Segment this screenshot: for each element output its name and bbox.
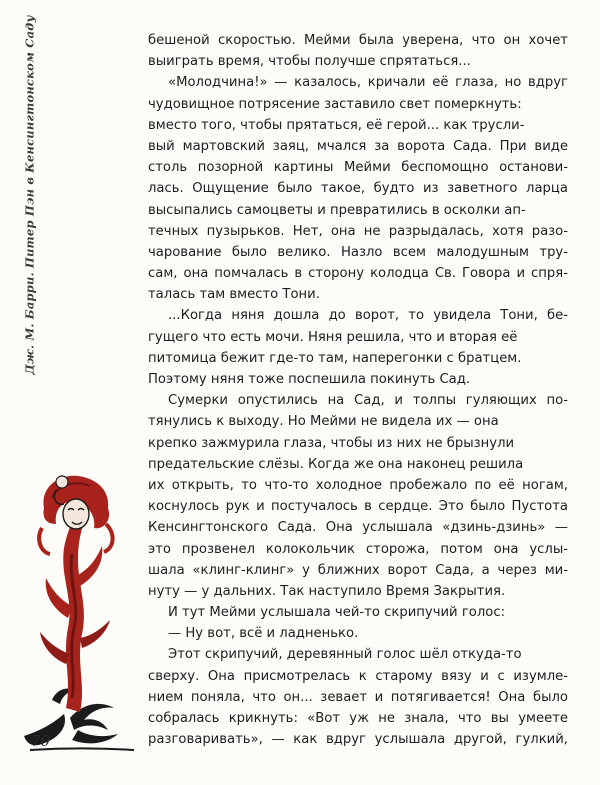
body-text bbox=[148, 30, 568, 750]
text-line: нуту — у дальних. Так наступило Время Закрытия. bbox=[148, 583, 506, 599]
text-line: чарование было велико. Назло всем малодушным тру- bbox=[148, 244, 568, 260]
text-line: лась. Ощущение было такое, будто из заветного ларца bbox=[148, 181, 568, 197]
text-line: течных пузырьков. Нет, она не разрыдалась, хотя разо- bbox=[148, 223, 568, 239]
text-line: крепко зажмурила глаза, чтобы из них не брызнули bbox=[148, 435, 515, 451]
text-line: чудовищное потрясение заставило свет померкнуть: bbox=[148, 96, 522, 112]
text-line: бешеной скоростью. Мейми была уверена, что он хочет bbox=[148, 33, 568, 48]
text-line: сверху. Она присмотрелась к старому вязу и с изумле- bbox=[148, 668, 568, 684]
text-line: выиграть время, чтобы получше спрятаться... bbox=[148, 54, 471, 70]
text-line: Кенсингтонского Сада. Она услышала «дзинь-дзинь» — bbox=[148, 520, 568, 536]
text-line: «Молодчина!» — казалось, кричали её глаза, но вдруг bbox=[168, 75, 568, 91]
running-title-vertical bbox=[18, 15, 42, 375]
text-line: гущего что есть мочи. Няня решила, что и вторая её bbox=[148, 329, 518, 345]
text-line: вый мартовский заяц, мчался за ворота Сада. При виде bbox=[148, 138, 568, 154]
text-line: Этот скрипучий, деревянный голос шёл откуда-то bbox=[168, 647, 522, 663]
text-line: коснулось рук и постучалось в сердце. Это было Пустота bbox=[148, 499, 568, 515]
text-line: тянулись к выходу. Но Мейми не видела их — она bbox=[148, 414, 499, 430]
text-line: нием поняла, что он... зевает и потягивается! Она было bbox=[148, 689, 568, 705]
text-line: шала «клинг-клинг» у ближних ворот Сада, а через ми- bbox=[148, 562, 568, 578]
text-line: талась там вместо Тони. bbox=[148, 287, 320, 303]
text-line: высыпались самоцветы и превратились в осколки ап- bbox=[148, 202, 526, 218]
text-line: предательские слёзы. Когда же она наконец решила bbox=[148, 456, 524, 472]
text-line: это прозвенел колокольчик сторожа, потом она услы- bbox=[148, 541, 568, 557]
text-line: И тут Мейми услышала чей-то скрипучий голос: bbox=[168, 605, 506, 621]
text-line: питомица бежит где-то там, наперегонки с братцем. bbox=[148, 350, 522, 366]
text-line: Поэтому няня тоже поспешила покинуть Сад. bbox=[148, 372, 471, 387]
text-line: собралась крикнуть: «Вот уж не знала, что вы умеете bbox=[148, 711, 568, 726]
running-title: Дж. М. Барри. Питер Пэн в Кенсингтонском Саду bbox=[23, 15, 38, 375]
elm-tree-figure-illustration bbox=[22, 468, 142, 758]
text-line: сам, она помчалась в сторону колодца Св. Говора и спря- bbox=[148, 266, 568, 282]
text-line: ...Когда няня дошла до ворот, то увидела Тони, бе- bbox=[168, 308, 568, 324]
text-line: их открыть, то что-то холодное пробежало по её ногам, bbox=[148, 477, 568, 493]
page-number: 70 bbox=[31, 732, 51, 750]
text-line: Сумерки опустились на Сад, и толпы гуляющих по- bbox=[168, 393, 568, 409]
text-line: вместо того, чтобы прятаться, её герой... как трусли- bbox=[148, 117, 525, 133]
text-line: — Ну вот, всё и ладненько. bbox=[168, 626, 359, 642]
text-line: разговаривать», — как вдруг услышала другой, гулкий, bbox=[148, 732, 568, 748]
text-line: столь позорной картины Мейми беспомощно останови- bbox=[148, 160, 568, 176]
